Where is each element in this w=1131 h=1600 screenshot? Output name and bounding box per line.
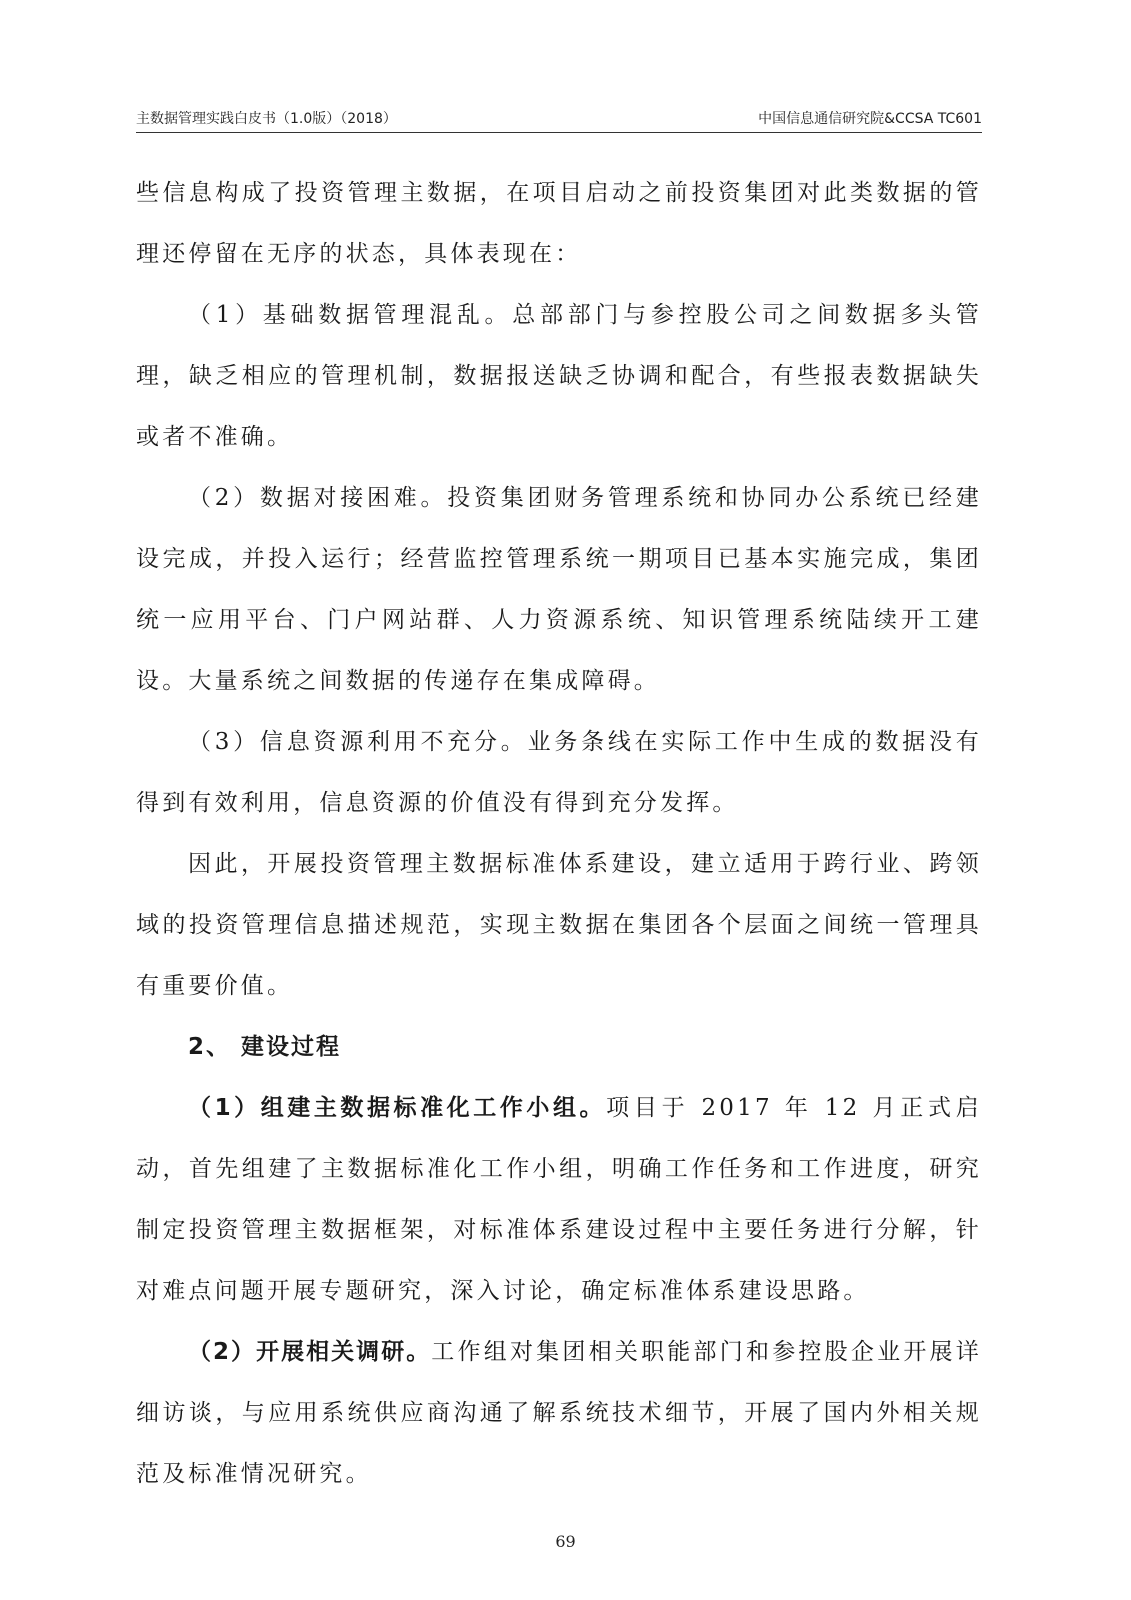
paragraph-conclusion: 因此，开展投资管理主数据标准体系建设，建立适用于跨行业、跨领域的投资管理信息描述规范，实现主数据在集团各个层面之间统一管理具有重要价值。 [136, 851, 982, 999]
section-item-1-text: 项目于 2017 年 12 月正式启动，首先组建了主数据标准化工作小组，明确工作任务和工作进度，研究制定投资管理主数据框架，对标准体系建设过程中主要任务进行分解，针对难点问题开展专题研究，深入讨论，确定标准体系建设思路。 [136, 1095, 982, 1304]
section-heading: 2、 建设过程 [188, 1034, 342, 1060]
section-item-2-text: 工作组对集团相关职能部门和参控股企业开展详细访谈，与应用系统供应商沟通了解系统技术细节，开展了国内外相关规范及标准情况研究。 [136, 1339, 982, 1487]
page-header [136, 106, 982, 133]
section-item-1 [136, 1078, 982, 1322]
header-document-title: 主数据管理实践白皮书（1.0版）（2018） [136, 111, 397, 127]
paragraph-item-2: （2）数据对接困难。投资集团财务管理系统和协同办公系统已经建设完成，并投入运行；经营监控管理系统一期项目已基本实施完成，集团统一应用平台、门户网站群、人力资源系统、知识管理系统陆续开工建设。大量系统之间数据的传递存在集成障碍。 [136, 485, 982, 694]
section-item-1-lead: （1）组建主数据标准化工作小组。 [188, 1095, 607, 1121]
section-item-2-lead: （2）开展相关调研。 [188, 1339, 432, 1365]
paragraph-item-3: （3）信息资源利用不充分。业务条线在实际工作中生成的数据没有得到有效利用，信息资源的价值没有得到充分发挥。 [136, 729, 982, 816]
section-item-2 [136, 1322, 982, 1505]
paragraph-item-1: （1）基础数据管理混乱。总部部门与参控股公司之间数据多头管理，缺乏相应的管理机制，数据报送缺乏协调和配合，有些报表数据缺失或者不准确。 [136, 302, 982, 450]
paragraph-continuation: 些信息构成了投资管理主数据，在项目启动之前投资集团对此类数据的管理还停留在无序的状态，具体表现在： [136, 180, 982, 267]
page-body [136, 163, 982, 1505]
header-organization: 中国信息通信研究院&CCSA TC601 [758, 111, 982, 127]
page-number: 69 [555, 1532, 576, 1551]
